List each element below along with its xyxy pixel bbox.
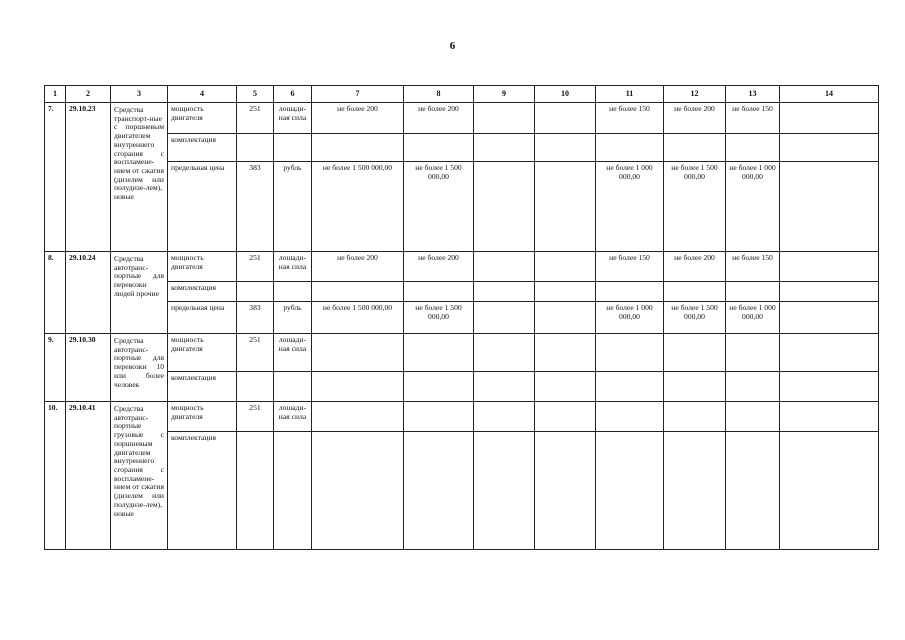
unit-name: лошади-ная сила [274,252,312,282]
header-row [45,86,879,103]
characteristic-label: мощность двигателя [168,402,237,432]
table-row [45,134,879,162]
unit-code: 251 [237,334,274,372]
value-col13: не более 1 000 000,00 [726,162,780,252]
value-col13: не более 150 [726,252,780,282]
value-col7: не более 200 [312,252,404,282]
header-cell: 8 [404,86,474,103]
characteristic-label: мощность двигателя [168,252,237,282]
item-name: Средства автотранс-портные грузовые с поршневым двигателем внутреннего сгорания с воспламене-нием от сжатия (дизелем или полудизе-лем), новые [111,402,168,550]
value-col7: не более 1 500 000,00 [312,302,404,334]
table-row [45,302,879,334]
header-cell: 4 [168,86,237,103]
characteristic-label: комплектация [168,372,237,402]
okpd-code: 29.10.24 [66,252,111,334]
characteristic-label: предельная цена [168,162,237,252]
value-col13: не более 1 000 000,00 [726,302,780,334]
page-number: 6 [449,40,456,52]
header-cell: 3 [111,86,168,103]
characteristic-label: комплектация [168,432,237,550]
row-number: 8. [45,252,66,334]
value-col11: не более 150 [596,103,664,134]
table-row [45,162,879,252]
value-col12: не более 1 500 000,00 [664,162,726,252]
unit-code: 383 [237,162,274,252]
unit-code: 251 [237,402,274,432]
table-row [45,372,879,402]
row-number: 10. [45,402,66,550]
unit-name: лошади-ная сила [274,103,312,134]
characteristic-label: мощность двигателя [168,103,237,134]
item-name: Средства транспорт-ные с поршневым двигателем внутреннего сгорания с воспламене-нием от сжатия (дизелем или полудизе-лем), новые [111,103,168,252]
value-col8: не более 200 [404,103,474,134]
value-col13: не более 150 [726,103,780,134]
header-cell: 1 [45,86,66,103]
unit-name: рубль [274,302,312,334]
empty-cell [780,103,879,134]
unit-code: 251 [237,103,274,134]
header-cell: 14 [780,86,879,103]
empty-cell [535,103,596,134]
characteristic-label: комплектация [168,134,237,162]
header-cell: 12 [664,86,726,103]
unit-code: 251 [237,252,274,282]
row-number: 9. [45,334,66,402]
table-row [45,103,879,134]
table-row [45,282,879,302]
header-cell: 6 [274,86,312,103]
unit-name: лошади-ная сила [274,402,312,432]
table-row [45,334,879,372]
table-row [45,432,879,550]
value-col8: не более 1 500 000,00 [404,162,474,252]
value-col12: не более 1 500 000,00 [664,302,726,334]
header-cell: 13 [726,86,780,103]
value-col8: не более 1 500 000,00 [404,302,474,334]
item-name: Средства автотранс-портные для перевозки людей прочие [111,252,168,334]
row-number: 7. [45,103,66,252]
header-cell: 2 [66,86,111,103]
value-col7: не более 1 500 000,00 [312,162,404,252]
value-col8: не более 200 [404,252,474,282]
unit-name: рубль [274,162,312,252]
okpd-code: 29.10.41 [66,402,111,550]
value-col11: не более 150 [596,252,664,282]
item-name: Средства автотранс-портные для перевозки 10 или более человек [111,334,168,402]
table-row [45,402,879,432]
okpd-code: 29.10.30 [66,334,111,402]
characteristic-label: мощность двигателя [168,334,237,372]
header-cell: 9 [474,86,535,103]
header-cell: 10 [535,86,596,103]
unit-name: лошади-ная сила [274,334,312,372]
empty-cell [474,103,535,134]
requirements-table [44,85,879,550]
value-col12: не более 200 [664,252,726,282]
value-col11: не более 1 000 000,00 [596,302,664,334]
value-col7: не более 200 [312,103,404,134]
table-row [45,252,879,282]
value-col12: не более 200 [664,103,726,134]
header-cell: 11 [596,86,664,103]
value-col11: не более 1 000 000,00 [596,162,664,252]
header-cell: 5 [237,86,274,103]
header-cell: 7 [312,86,404,103]
unit-code: 383 [237,302,274,334]
okpd-code: 29.10.23 [66,103,111,252]
characteristic-label: комплектация [168,282,237,302]
characteristic-label: предельная цена [168,302,237,334]
